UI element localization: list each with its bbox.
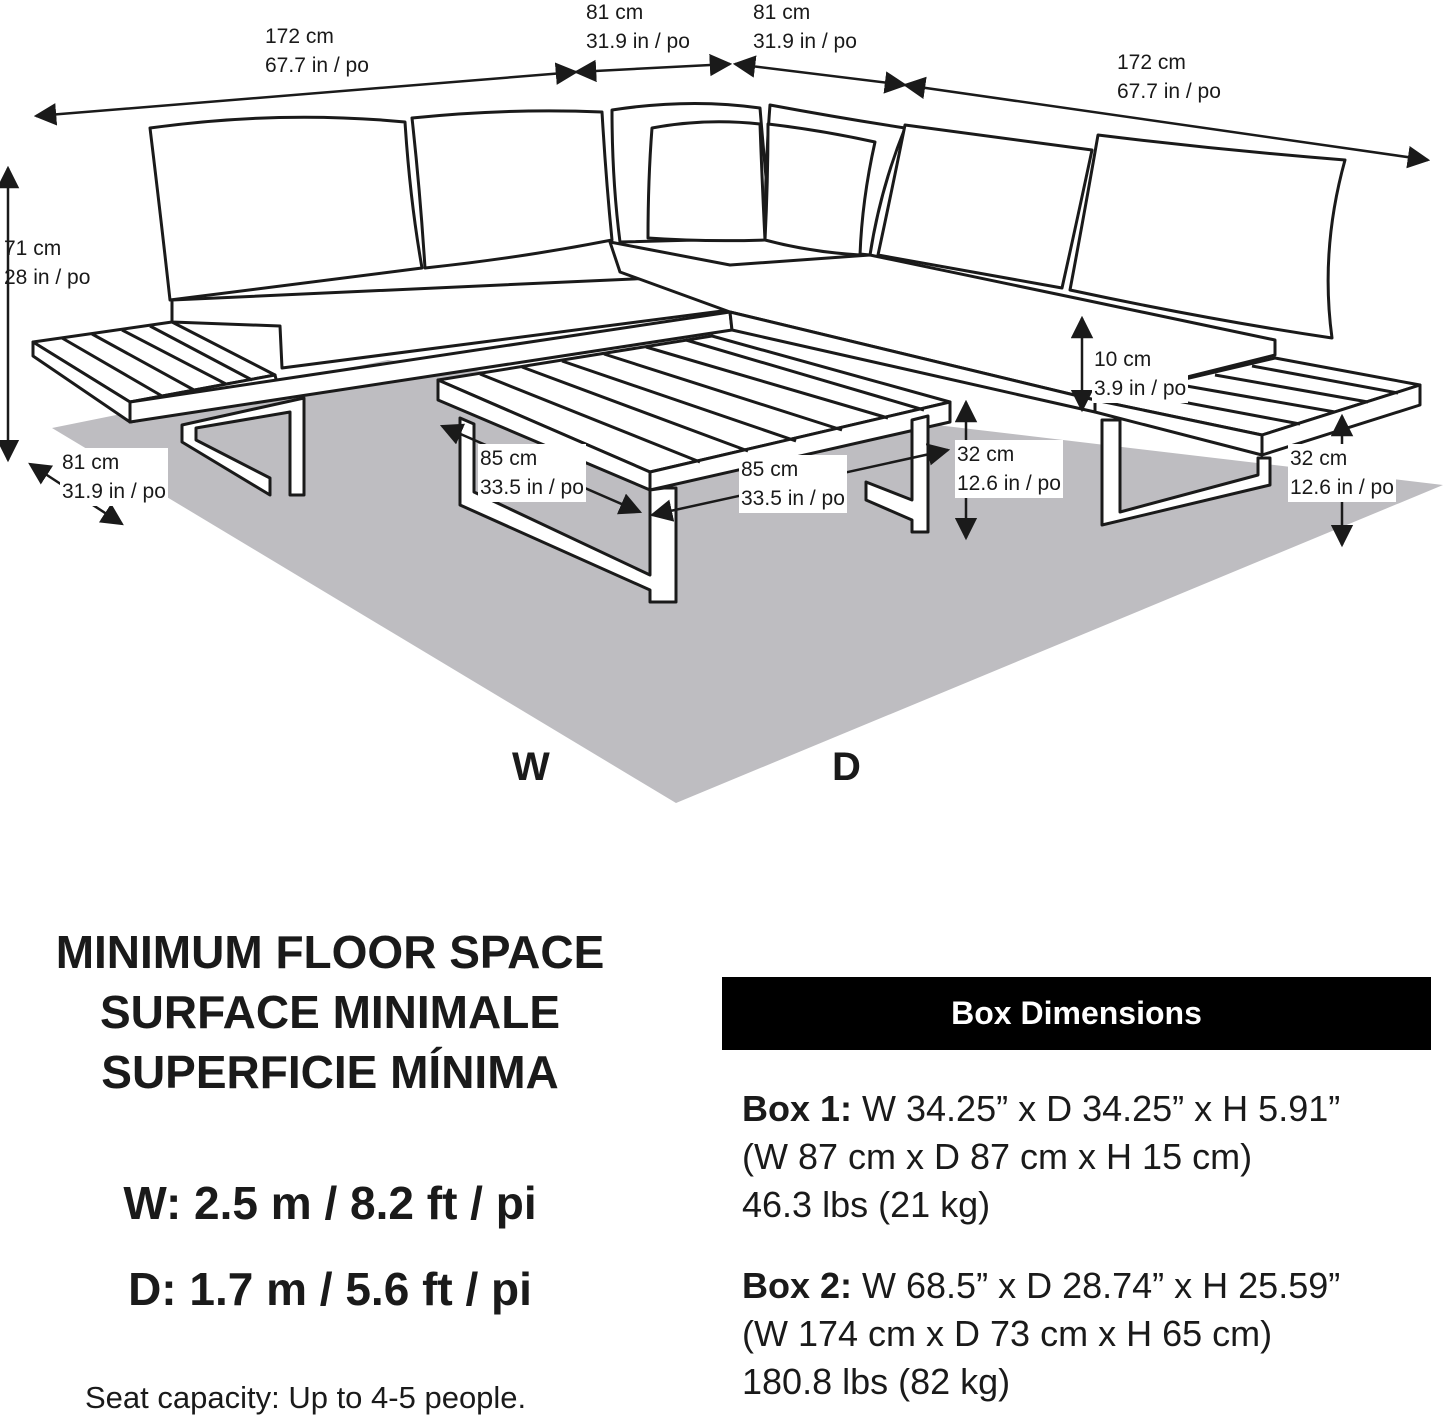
table-height-cm: 32 cm (957, 443, 1015, 466)
floor-space-depth: D: 1.7 m / 5.6 ft / pi (128, 1263, 532, 1315)
seat-thickness-in: 3.9 in / po (1094, 377, 1187, 400)
table-width-in: 33.5 in / po (741, 487, 845, 510)
sofa-right-width-label (1117, 48, 1221, 106)
side-table-height-label (1288, 444, 1396, 502)
table-height-in: 12.6 in / po (957, 472, 1061, 495)
left-back-cushion-2 (412, 111, 612, 268)
floor-space-title-fr: SURFACE MINIMALE (100, 986, 560, 1038)
table-depth-cm: 85 cm (480, 447, 538, 470)
corner-throw-pillow-right (765, 124, 875, 255)
height-cm: 71 cm (4, 237, 62, 260)
side-table-height-cm: 32 cm (1290, 447, 1348, 470)
corner-left-label (586, 0, 690, 56)
box-1-imperial-line (742, 1085, 1340, 1133)
corner-left-cm: 81 cm (586, 1, 644, 24)
depth-in: 31.9 in / po (62, 480, 166, 503)
box-1-label: Box 1: (742, 1088, 853, 1129)
floor-space-title-en: MINIMUM FLOOR SPACE (55, 926, 605, 978)
depth-cm: 81 cm (62, 451, 120, 474)
box-2-imperial: W 68.5” x D 28.74” x H 25.59” (852, 1265, 1341, 1306)
seat-thickness-cm: 10 cm (1094, 348, 1152, 371)
box-dimensions-heading: Box Dimensions (722, 977, 1431, 1050)
corner-right-label (753, 0, 857, 56)
floor-space-title-es: SUPERFICIE MÍNIMA (101, 1046, 559, 1098)
table-width-cm: 85 cm (741, 458, 799, 481)
side-table-height-in: 12.6 in / po (1290, 476, 1394, 499)
sofa-left-width-in: 67.7 in / po (265, 54, 369, 77)
seat-thickness-label (1092, 345, 1188, 403)
box-1-weight: 46.3 lbs (21 kg) (742, 1184, 991, 1225)
seat-capacity: Seat capacity: Up to 4-5 people. (85, 1380, 527, 1415)
corner-left-in: 31.9 in / po (586, 30, 690, 53)
corner-right-in: 31.9 in / po (753, 30, 857, 53)
box-1-info (742, 1085, 1340, 1229)
height-label (4, 234, 90, 292)
table-height-label (955, 440, 1063, 498)
corner-right-cm: 81 cm (753, 1, 811, 24)
table-depth-in: 33.5 in / po (480, 476, 584, 499)
box-2-weight: 180.8 lbs (82 kg) (742, 1361, 1011, 1402)
sofa-left-width-cm: 172 cm (265, 25, 334, 48)
table-depth-label (478, 444, 586, 502)
table-width-label (739, 455, 847, 513)
left-back-cushion-1 (150, 117, 422, 300)
floor-width-marker: W (512, 745, 550, 789)
corner-throw-pillow-left (648, 122, 765, 241)
floor-depth-marker: D (832, 745, 861, 789)
box-2-info (742, 1262, 1340, 1406)
sofa-left-width-label (265, 22, 369, 80)
sofa-right-width-cm: 172 cm (1117, 51, 1186, 74)
box-1-imperial: W 34.25” x D 34.25” x H 5.91” (852, 1088, 1341, 1129)
floor-space-width: W: 2.5 m / 8.2 ft / pi (123, 1177, 537, 1229)
depth-label (60, 448, 168, 506)
box-2-label: Box 2: (742, 1265, 853, 1306)
box-2-metric: (W 174 cm x D 73 cm x H 65 cm) (742, 1313, 1273, 1354)
box-2-imperial-line (742, 1262, 1340, 1310)
sofa-right-width-in: 67.7 in / po (1117, 80, 1221, 103)
height-in: 28 in / po (4, 266, 91, 289)
box-1-metric: (W 87 cm x D 87 cm x H 15 cm) (742, 1136, 1253, 1177)
